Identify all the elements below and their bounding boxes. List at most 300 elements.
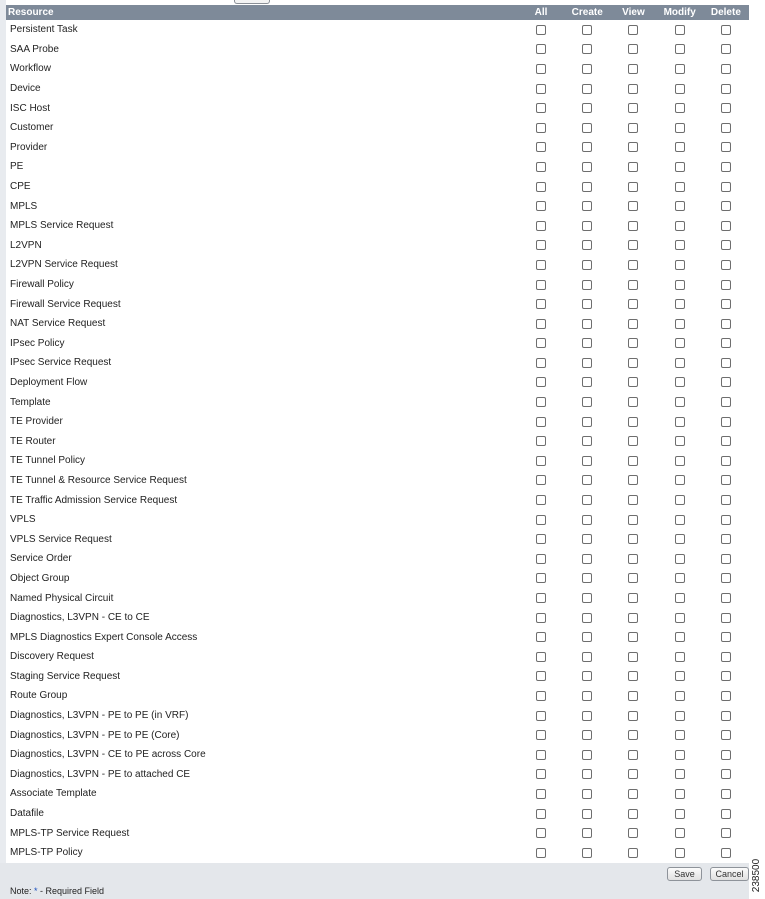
create-checkbox[interactable]: [582, 319, 592, 329]
all-checkbox[interactable]: [536, 750, 546, 760]
view-cell: [610, 475, 656, 485]
all-cell: [518, 475, 564, 485]
delete-checkbox[interactable]: [721, 142, 731, 152]
all-checkbox[interactable]: [536, 397, 546, 407]
table-row: [6, 784, 749, 804]
all-checkbox[interactable]: [536, 64, 546, 74]
resource-label: Diagnostics, L3VPN - PE to attached CE: [10, 768, 191, 780]
modify-cell: [657, 417, 703, 427]
create-checkbox[interactable]: [582, 593, 592, 603]
view-checkbox[interactable]: [628, 84, 638, 94]
all-cell: [518, 221, 564, 231]
modify-checkbox[interactable]: [675, 789, 685, 799]
delete-checkbox[interactable]: [721, 377, 731, 387]
create-cell: [564, 240, 610, 250]
delete-checkbox[interactable]: [721, 593, 731, 603]
modify-checkbox[interactable]: [675, 25, 685, 35]
view-checkbox[interactable]: [628, 221, 638, 231]
all-checkbox[interactable]: [536, 240, 546, 250]
delete-checkbox[interactable]: [721, 671, 731, 681]
view-checkbox[interactable]: [628, 593, 638, 603]
all-checkbox[interactable]: [536, 260, 546, 270]
view-checkbox[interactable]: [628, 280, 638, 290]
create-checkbox[interactable]: [582, 397, 592, 407]
modify-checkbox[interactable]: [675, 299, 685, 309]
all-checkbox[interactable]: [536, 495, 546, 505]
view-cell: [610, 495, 656, 505]
resource-label: Customer: [10, 122, 54, 134]
resource-label: Staging Service Request: [10, 670, 121, 682]
delete-checkbox[interactable]: [721, 44, 731, 54]
all-checkbox[interactable]: [536, 182, 546, 192]
modify-checkbox[interactable]: [675, 260, 685, 270]
view-checkbox[interactable]: [628, 475, 638, 485]
delete-checkbox[interactable]: [721, 260, 731, 270]
table-row: [6, 118, 749, 138]
view-checkbox[interactable]: [628, 319, 638, 329]
view-checkbox[interactable]: [628, 182, 638, 192]
view-cell: [610, 711, 656, 721]
all-checkbox[interactable]: [536, 44, 546, 54]
delete-checkbox[interactable]: [721, 515, 731, 525]
save-button[interactable]: Save: [667, 867, 702, 881]
modify-cell: [657, 319, 703, 329]
create-checkbox[interactable]: [582, 750, 592, 760]
delete-checkbox[interactable]: [721, 123, 731, 133]
all-checkbox[interactable]: [536, 652, 546, 662]
create-checkbox[interactable]: [582, 44, 592, 54]
all-cell: [518, 809, 564, 819]
view-cell: [610, 848, 656, 858]
modify-checkbox[interactable]: [675, 652, 685, 662]
cancel-button[interactable]: Cancel: [710, 867, 749, 881]
create-checkbox[interactable]: [582, 123, 592, 133]
delete-checkbox[interactable]: [721, 240, 731, 250]
modify-checkbox[interactable]: [675, 436, 685, 446]
modify-cell: [657, 338, 703, 348]
all-checkbox[interactable]: [536, 123, 546, 133]
view-checkbox[interactable]: [628, 299, 638, 309]
delete-checkbox[interactable]: [721, 750, 731, 760]
view-checkbox[interactable]: [628, 64, 638, 74]
create-checkbox[interactable]: [582, 613, 592, 623]
all-cell: [518, 182, 564, 192]
create-checkbox[interactable]: [582, 828, 592, 838]
create-checkbox[interactable]: [582, 671, 592, 681]
delete-checkbox[interactable]: [721, 84, 731, 94]
create-checkbox[interactable]: [582, 475, 592, 485]
modify-checkbox[interactable]: [675, 123, 685, 133]
modify-checkbox[interactable]: [675, 828, 685, 838]
create-checkbox[interactable]: [582, 515, 592, 525]
modify-checkbox[interactable]: [675, 730, 685, 740]
delete-checkbox[interactable]: [721, 358, 731, 368]
view-checkbox[interactable]: [628, 534, 638, 544]
delete-cell: [703, 260, 749, 270]
modify-checkbox[interactable]: [675, 515, 685, 525]
create-checkbox[interactable]: [582, 162, 592, 172]
create-checkbox[interactable]: [582, 848, 592, 858]
delete-checkbox[interactable]: [721, 554, 731, 564]
view-cell: [610, 377, 656, 387]
delete-checkbox[interactable]: [721, 613, 731, 623]
delete-checkbox[interactable]: [721, 652, 731, 662]
resource-label: Firewall Service Request: [10, 298, 121, 310]
view-checkbox[interactable]: [628, 162, 638, 172]
view-checkbox[interactable]: [628, 495, 638, 505]
modify-checkbox[interactable]: [675, 613, 685, 623]
modify-checkbox[interactable]: [675, 671, 685, 681]
view-checkbox[interactable]: [628, 789, 638, 799]
all-cell: [518, 358, 564, 368]
delete-checkbox[interactable]: [721, 495, 731, 505]
view-checkbox[interactable]: [628, 103, 638, 113]
delete-checkbox[interactable]: [721, 848, 731, 858]
modify-checkbox[interactable]: [675, 182, 685, 192]
view-checkbox[interactable]: [628, 377, 638, 387]
modify-cell: [657, 436, 703, 446]
create-checkbox[interactable]: [582, 142, 592, 152]
create-checkbox[interactable]: [582, 417, 592, 427]
view-checkbox[interactable]: [628, 711, 638, 721]
view-cell: [610, 397, 656, 407]
create-checkbox[interactable]: [582, 456, 592, 466]
view-checkbox[interactable]: [628, 358, 638, 368]
all-cell: [518, 573, 564, 583]
all-checkbox[interactable]: [536, 475, 546, 485]
create-checkbox[interactable]: [582, 632, 592, 642]
create-checkbox[interactable]: [582, 652, 592, 662]
table-row: [6, 216, 749, 236]
all-checkbox[interactable]: [536, 711, 546, 721]
create-checkbox[interactable]: [582, 221, 592, 231]
create-cell: [564, 495, 610, 505]
create-checkbox[interactable]: [582, 377, 592, 387]
table-row: [6, 255, 749, 275]
all-checkbox[interactable]: [536, 417, 546, 427]
view-checkbox[interactable]: [628, 652, 638, 662]
create-cell: [564, 299, 610, 309]
top-tab-handle[interactable]: [234, 0, 270, 4]
modify-checkbox[interactable]: [675, 534, 685, 544]
all-checkbox[interactable]: [536, 789, 546, 799]
modify-cell: [657, 769, 703, 779]
modify-checkbox[interactable]: [675, 750, 685, 760]
view-checkbox[interactable]: [628, 44, 638, 54]
view-checkbox[interactable]: [628, 828, 638, 838]
delete-checkbox[interactable]: [721, 319, 731, 329]
all-checkbox[interactable]: [536, 103, 546, 113]
table-row: [6, 823, 749, 843]
create-checkbox[interactable]: [582, 358, 592, 368]
header-delete: Delete: [710, 7, 741, 18]
all-checkbox[interactable]: [536, 436, 546, 446]
table-row: [6, 59, 749, 79]
create-cell: [564, 769, 610, 779]
modify-checkbox[interactable]: [675, 84, 685, 94]
all-checkbox[interactable]: [536, 534, 546, 544]
create-checkbox[interactable]: [582, 534, 592, 544]
modify-checkbox[interactable]: [675, 554, 685, 564]
delete-checkbox[interactable]: [721, 475, 731, 485]
delete-cell: [703, 730, 749, 740]
view-checkbox[interactable]: [628, 671, 638, 681]
all-checkbox[interactable]: [536, 25, 546, 35]
delete-checkbox[interactable]: [721, 456, 731, 466]
all-checkbox[interactable]: [536, 828, 546, 838]
view-cell: [610, 691, 656, 701]
view-checkbox[interactable]: [628, 142, 638, 152]
view-checkbox[interactable]: [628, 201, 638, 211]
modify-checkbox[interactable]: [675, 142, 685, 152]
modify-checkbox[interactable]: [675, 44, 685, 54]
modify-checkbox[interactable]: [675, 377, 685, 387]
delete-checkbox[interactable]: [721, 338, 731, 348]
create-checkbox[interactable]: [582, 691, 592, 701]
all-checkbox[interactable]: [536, 573, 546, 583]
create-checkbox[interactable]: [582, 338, 592, 348]
delete-checkbox[interactable]: [721, 632, 731, 642]
all-checkbox[interactable]: [536, 730, 546, 740]
all-checkbox[interactable]: [536, 632, 546, 642]
create-checkbox[interactable]: [582, 182, 592, 192]
delete-checkbox[interactable]: [721, 809, 731, 819]
all-checkbox[interactable]: [536, 769, 546, 779]
all-checkbox[interactable]: [536, 554, 546, 564]
view-checkbox[interactable]: [628, 750, 638, 760]
modify-cell: [657, 671, 703, 681]
delete-checkbox[interactable]: [721, 769, 731, 779]
delete-checkbox[interactable]: [721, 162, 731, 172]
delete-checkbox[interactable]: [721, 182, 731, 192]
modify-checkbox[interactable]: [675, 632, 685, 642]
create-checkbox[interactable]: [582, 64, 592, 74]
delete-checkbox[interactable]: [721, 103, 731, 113]
modify-cell: [657, 201, 703, 211]
create-checkbox[interactable]: [582, 495, 592, 505]
create-checkbox[interactable]: [582, 789, 592, 799]
modify-cell: [657, 64, 703, 74]
view-checkbox[interactable]: [628, 809, 638, 819]
delete-checkbox[interactable]: [721, 828, 731, 838]
modify-cell: [657, 103, 703, 113]
resource-label: Provider: [10, 141, 48, 153]
create-checkbox[interactable]: [582, 260, 592, 270]
all-checkbox[interactable]: [536, 280, 546, 290]
modify-checkbox[interactable]: [675, 848, 685, 858]
all-cell: [518, 397, 564, 407]
delete-checkbox[interactable]: [721, 201, 731, 211]
delete-cell: [703, 848, 749, 858]
modify-checkbox[interactable]: [675, 495, 685, 505]
figure-id: [749, 851, 765, 899]
all-checkbox[interactable]: [536, 319, 546, 329]
modify-checkbox[interactable]: [675, 240, 685, 250]
modify-checkbox[interactable]: [675, 573, 685, 583]
resource-label: MPLS: [10, 200, 38, 212]
create-cell: [564, 848, 610, 858]
create-cell: [564, 358, 610, 368]
delete-checkbox[interactable]: [721, 64, 731, 74]
all-checkbox[interactable]: [536, 456, 546, 466]
view-checkbox[interactable]: [628, 417, 638, 427]
all-checkbox[interactable]: [536, 809, 546, 819]
view-checkbox[interactable]: [628, 25, 638, 35]
modify-cell: [657, 358, 703, 368]
modify-checkbox[interactable]: [675, 417, 685, 427]
delete-checkbox[interactable]: [721, 221, 731, 231]
view-checkbox[interactable]: [628, 515, 638, 525]
resource-label: Diagnostics, L3VPN - PE to PE (Core): [10, 729, 180, 741]
delete-checkbox[interactable]: [721, 789, 731, 799]
create-checkbox[interactable]: [582, 809, 592, 819]
all-checkbox[interactable]: [536, 162, 546, 172]
modify-checkbox[interactable]: [675, 103, 685, 113]
delete-checkbox[interactable]: [721, 436, 731, 446]
create-cell: [564, 319, 610, 329]
modify-checkbox[interactable]: [675, 456, 685, 466]
view-checkbox[interactable]: [628, 456, 638, 466]
view-cell: [610, 417, 656, 427]
delete-checkbox[interactable]: [721, 25, 731, 35]
modify-checkbox[interactable]: [675, 319, 685, 329]
all-checkbox[interactable]: [536, 84, 546, 94]
create-checkbox[interactable]: [582, 573, 592, 583]
view-checkbox[interactable]: [628, 397, 638, 407]
delete-checkbox[interactable]: [721, 730, 731, 740]
all-checkbox[interactable]: [536, 299, 546, 309]
view-checkbox[interactable]: [628, 554, 638, 564]
delete-cell: [703, 554, 749, 564]
delete-checkbox[interactable]: [721, 573, 731, 583]
modify-checkbox[interactable]: [675, 711, 685, 721]
resource-label: MPLS-TP Service Request: [10, 827, 130, 839]
resource-label: Device: [10, 83, 41, 95]
delete-cell: [703, 221, 749, 231]
create-checkbox[interactable]: [582, 240, 592, 250]
modify-cell: [657, 142, 703, 152]
view-checkbox[interactable]: [628, 338, 638, 348]
create-cell: [564, 162, 610, 172]
all-checkbox[interactable]: [536, 201, 546, 211]
delete-checkbox[interactable]: [721, 691, 731, 701]
footer-bar: [0, 863, 749, 899]
view-checkbox[interactable]: [628, 632, 638, 642]
modify-checkbox[interactable]: [675, 338, 685, 348]
all-cell: [518, 632, 564, 642]
modify-checkbox[interactable]: [675, 201, 685, 211]
create-checkbox[interactable]: [582, 299, 592, 309]
modify-checkbox[interactable]: [675, 64, 685, 74]
modify-checkbox[interactable]: [675, 162, 685, 172]
all-checkbox[interactable]: [536, 848, 546, 858]
all-checkbox[interactable]: [536, 613, 546, 623]
modify-checkbox[interactable]: [675, 475, 685, 485]
view-checkbox[interactable]: [628, 613, 638, 623]
create-checkbox[interactable]: [582, 84, 592, 94]
view-cell: [610, 201, 656, 211]
view-checkbox[interactable]: [628, 260, 638, 270]
create-checkbox[interactable]: [582, 711, 592, 721]
table-row: [6, 510, 749, 530]
delete-checkbox[interactable]: [721, 299, 731, 309]
modify-checkbox[interactable]: [675, 397, 685, 407]
resource-label: Workflow: [10, 63, 51, 75]
view-checkbox[interactable]: [628, 730, 638, 740]
resource-label: PE: [10, 161, 24, 173]
all-checkbox[interactable]: [536, 221, 546, 231]
table-row: [6, 627, 749, 647]
view-checkbox[interactable]: [628, 436, 638, 446]
delete-checkbox[interactable]: [721, 280, 731, 290]
view-checkbox[interactable]: [628, 240, 638, 250]
all-checkbox[interactable]: [536, 377, 546, 387]
modify-checkbox[interactable]: [675, 809, 685, 819]
modify-checkbox[interactable]: [675, 593, 685, 603]
table-row: [6, 588, 749, 608]
all-cell: [518, 436, 564, 446]
table-row: [6, 353, 749, 373]
view-checkbox[interactable]: [628, 769, 638, 779]
modify-checkbox[interactable]: [675, 769, 685, 779]
all-checkbox[interactable]: [536, 142, 546, 152]
create-checkbox[interactable]: [582, 201, 592, 211]
delete-checkbox[interactable]: [721, 711, 731, 721]
create-checkbox[interactable]: [582, 280, 592, 290]
modify-cell: [657, 730, 703, 740]
all-checkbox[interactable]: [536, 515, 546, 525]
modify-checkbox[interactable]: [675, 221, 685, 231]
delete-cell: [703, 44, 749, 54]
all-checkbox[interactable]: [536, 593, 546, 603]
create-checkbox[interactable]: [582, 103, 592, 113]
create-cell: [564, 44, 610, 54]
modify-checkbox[interactable]: [675, 691, 685, 701]
create-checkbox[interactable]: [582, 730, 592, 740]
delete-checkbox[interactable]: [721, 397, 731, 407]
view-cell: [610, 299, 656, 309]
create-checkbox[interactable]: [582, 554, 592, 564]
create-checkbox[interactable]: [582, 436, 592, 446]
view-checkbox[interactable]: [628, 691, 638, 701]
resource-label: IPsec Policy: [10, 337, 65, 349]
view-checkbox[interactable]: [628, 848, 638, 858]
delete-cell: [703, 299, 749, 309]
modify-cell: [657, 593, 703, 603]
all-checkbox[interactable]: [536, 671, 546, 681]
table-row: [6, 471, 749, 491]
view-checkbox[interactable]: [628, 573, 638, 583]
create-cell: [564, 632, 610, 642]
modify-checkbox[interactable]: [675, 280, 685, 290]
delete-checkbox[interactable]: [721, 417, 731, 427]
table-row: [6, 20, 749, 40]
all-checkbox[interactable]: [536, 338, 546, 348]
all-checkbox[interactable]: [536, 691, 546, 701]
delete-checkbox[interactable]: [721, 534, 731, 544]
create-checkbox[interactable]: [582, 769, 592, 779]
modify-cell: [657, 573, 703, 583]
resource-label: Datafile: [10, 808, 44, 820]
all-cell: [518, 162, 564, 172]
create-checkbox[interactable]: [582, 25, 592, 35]
all-cell: [518, 652, 564, 662]
all-checkbox[interactable]: [536, 358, 546, 368]
resource-label: TE Traffic Admission Service Request: [10, 494, 178, 506]
modify-cell: [657, 475, 703, 485]
view-checkbox[interactable]: [628, 123, 638, 133]
modify-checkbox[interactable]: [675, 358, 685, 368]
